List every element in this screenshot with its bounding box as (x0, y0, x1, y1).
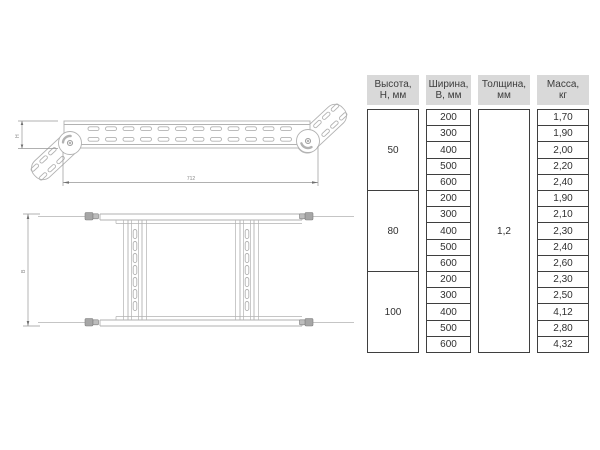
mass-cell: 2,80 (538, 320, 588, 336)
mass-cell: 2,30 (538, 271, 588, 287)
width-cell: 600 (427, 174, 470, 190)
width-cell: 500 (427, 320, 470, 336)
width-cell: 200 (427, 271, 470, 287)
width-cell: 300 (427, 287, 470, 303)
height-group-cell: 50 (387, 144, 399, 156)
mass-cell: 2,40 (538, 174, 588, 190)
plan-view (21, 213, 354, 326)
height-group-cell: 100 (368, 271, 418, 352)
column-thickness (478, 75, 530, 353)
width-cell: 600 (427, 336, 470, 352)
mass-cell: 2,40 (538, 239, 588, 255)
width-cell: 300 (427, 125, 470, 141)
mass-cell: 1,90 (538, 125, 588, 141)
mass-cell: 2,10 (538, 206, 588, 222)
thickness-column-body (478, 109, 530, 353)
mass-cell: 2,50 (538, 287, 588, 303)
column-header-height: Высота, Н, мм (367, 75, 419, 105)
column-header-width: Ширина, В, мм (426, 75, 471, 105)
column-mass (537, 75, 589, 353)
plan-left-bolts (38, 213, 99, 326)
mass-cell: 1,90 (538, 190, 588, 206)
plan-bottom-rail (100, 317, 302, 327)
cable-ladder-technical-drawing (10, 80, 360, 360)
width-cell: 500 (427, 158, 470, 174)
column-width (426, 75, 471, 353)
mass-cell: 4,32 (538, 336, 588, 352)
width-column-body (426, 109, 471, 353)
right-hinge-joint (297, 130, 320, 153)
mass-cell: 2,20 (538, 158, 588, 174)
width-cell: 400 (427, 222, 470, 238)
plan-width-dimension-label: B (21, 269, 27, 273)
width-cell: 500 (427, 239, 470, 255)
mass-cell: 2,30 (538, 222, 588, 238)
plan-rung-1 (124, 220, 147, 320)
width-cell: 300 (427, 206, 470, 222)
column-height (367, 75, 419, 353)
side-length-dimension-label: 712 (186, 176, 196, 182)
plan-rung-2-slots (245, 230, 249, 311)
mass-cell: 2,60 (538, 255, 588, 271)
plan-top-rail (100, 214, 302, 224)
height-group-cell: 80 (368, 190, 418, 271)
column-header-mass: Масса, кг (537, 75, 589, 105)
column-header-thickness: Толщина, мм (478, 75, 530, 105)
width-cell: 400 (427, 303, 470, 319)
side-rail (64, 121, 310, 148)
side-height-dimension-label: H (15, 134, 21, 138)
width-cell: 200 (440, 112, 457, 124)
plan-rung-2 (236, 220, 259, 320)
spec-table (367, 75, 589, 353)
mass-cell: 1,70 (553, 112, 573, 124)
width-cell: 400 (427, 141, 470, 157)
side-elevation-view (15, 100, 351, 186)
width-cell: 600 (427, 255, 470, 271)
plan-right-bolts (300, 213, 355, 326)
height-column-body (367, 109, 419, 353)
mass-cell: 4,12 (538, 303, 588, 319)
mass-column-body (537, 109, 589, 353)
width-cell: 200 (427, 190, 470, 206)
left-hinge-joint (59, 132, 82, 155)
plan-rung-1-slots (133, 230, 137, 311)
thickness-cell: 1,2 (497, 225, 511, 237)
mass-cell: 2,00 (538, 141, 588, 157)
